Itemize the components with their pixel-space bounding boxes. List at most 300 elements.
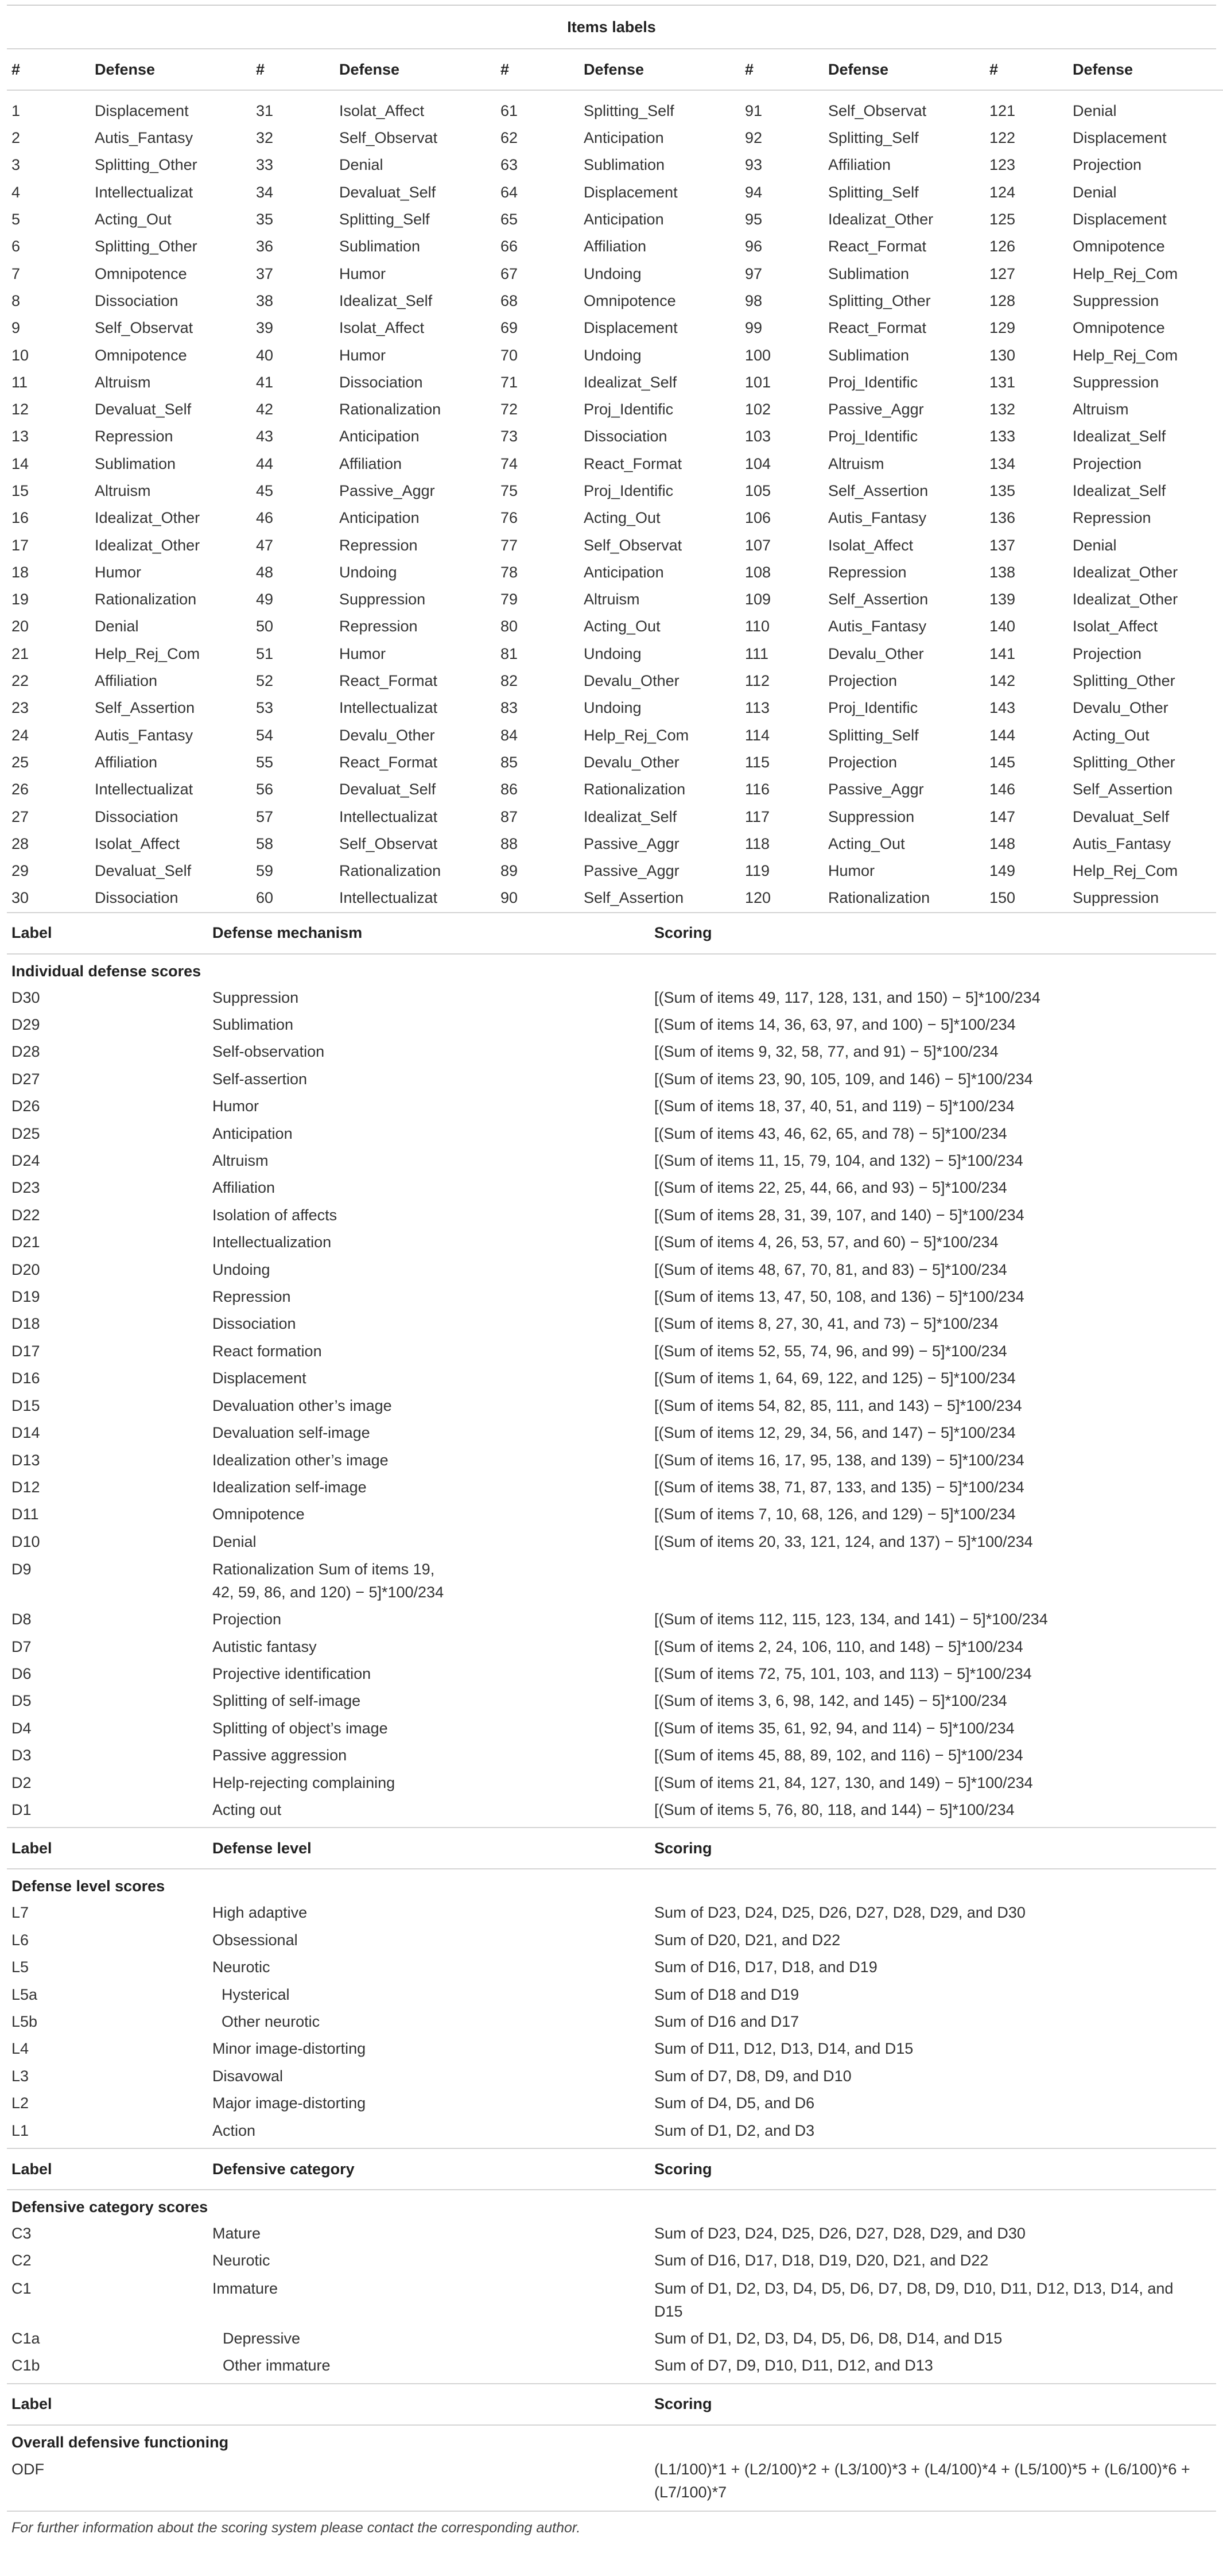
defense-column-header: Defense <box>90 49 251 90</box>
table-row <box>7 532 1223 558</box>
row-scoring: (L1/100)*1 + (L2/100)*2 + (L3/100)*3 + (L4/100)*4 + (L5/100)*5 + (L6/100)*6 + (L7/100)*7 <box>654 2460 1190 2501</box>
item-defense: Devaluat_Self <box>339 781 436 798</box>
row-label: D24 <box>11 1152 40 1170</box>
item-number: 99 <box>745 319 763 337</box>
item-number: 72 <box>500 401 518 418</box>
row-label: D9 <box>11 1561 32 1578</box>
overall-header-row <box>7 2383 1216 2426</box>
item-defense: Suppression <box>339 591 426 608</box>
item-number: 89 <box>500 862 518 880</box>
item-number: 14 <box>11 455 29 472</box>
item-defense: Suppression <box>828 808 915 825</box>
item-defense: Splitting_Other <box>95 238 197 255</box>
item-number: 9 <box>11 319 21 337</box>
defense-column-header: Defense <box>335 49 496 90</box>
item-defense: Altruism <box>95 482 151 499</box>
item-defense: Projection <box>828 672 898 690</box>
item-defense: Idealizat_Other <box>828 211 934 228</box>
row-name: Obsessional <box>212 1931 298 1949</box>
table-row <box>7 803 1223 830</box>
item-number: 111 <box>745 645 769 662</box>
item-defense: Splitting_Other <box>95 156 197 174</box>
row-name: Action <box>212 2121 256 2139</box>
item-defense: Devalu_Other <box>339 726 435 744</box>
table-row <box>7 152 1223 179</box>
item-number: 1 <box>11 102 21 119</box>
table-row <box>7 831 1223 858</box>
item-defense: Repression <box>339 536 418 554</box>
item-defense: Splitting_Self <box>828 726 919 744</box>
item-number: 88 <box>500 835 518 852</box>
row-scoring: Sum of D7, D8, D9, and D10 <box>654 2067 852 2085</box>
row-name: Anticipation <box>212 1124 293 1142</box>
item-defense: Self_Observat <box>584 536 682 554</box>
score-row <box>7 1770 1216 1797</box>
item-number: 40 <box>256 346 274 364</box>
item-defense: Self_Assertion <box>828 482 929 499</box>
score-row <box>7 1501 1216 1528</box>
row-label: L1 <box>11 2121 29 2139</box>
table-row <box>7 776 1223 803</box>
item-defense: Denial <box>95 618 139 635</box>
score-row <box>7 1474 1216 1501</box>
item-defense: Humor <box>95 563 142 581</box>
score-row <box>7 2247 1216 2274</box>
score-row <box>7 1606 1216 1633</box>
table-row <box>7 396 1223 423</box>
item-number: 139 <box>989 591 1016 608</box>
category-rows <box>7 2220 1216 2380</box>
row-scoring: [(Sum of items 2, 24, 106, 110, and 148) − 5]*100/234 <box>654 1638 1023 1655</box>
row-name: React formation <box>212 1342 322 1360</box>
row-label: D5 <box>11 1692 32 1710</box>
header-label: Label <box>11 924 52 942</box>
item-number: 43 <box>256 428 274 445</box>
item-number: 63 <box>500 156 518 174</box>
item-defense: Devalu_Other <box>828 645 924 662</box>
item-number: 83 <box>500 699 518 717</box>
item-defense: Undoing <box>339 563 397 581</box>
item-number: 142 <box>989 672 1016 690</box>
item-defense: Suppression <box>1073 292 1159 309</box>
item-number: 51 <box>256 645 274 662</box>
item-defense: Anticipation <box>584 129 664 147</box>
item-defense: Repression <box>1073 509 1151 527</box>
row-scoring: [(Sum of items 52, 55, 74, 96, and 99) − 5]*100/234 <box>654 1342 1007 1360</box>
items-labels-table <box>7 49 1223 912</box>
score-row <box>7 1147 1216 1174</box>
item-number: 100 <box>745 346 771 364</box>
item-number: 25 <box>11 753 29 771</box>
item-defense: Self_Observat <box>95 319 193 337</box>
item-defense: Displacement <box>1073 129 1167 147</box>
row-label: D10 <box>11 1533 40 1550</box>
items-body <box>7 90 1223 912</box>
score-row <box>7 2117 1216 2144</box>
item-defense: Rationalization <box>828 889 930 907</box>
item-defense: Projection <box>1073 645 1142 662</box>
item-number: 10 <box>11 346 29 364</box>
item-number: 94 <box>745 183 763 201</box>
number-column-header: # <box>740 49 824 90</box>
table-row <box>7 369 1223 396</box>
item-defense: Proj_Identific <box>828 373 918 391</box>
item-number: 48 <box>256 563 274 581</box>
item-defense: Affiliation <box>584 238 647 255</box>
item-defense: Passive_Aggr <box>584 835 680 852</box>
defense-level-scores-title: Defense level scores <box>11 1877 165 1895</box>
row-label: D23 <box>11 1179 40 1197</box>
row-label: D20 <box>11 1260 40 1278</box>
row-name: Sublimation <box>212 1016 294 1034</box>
item-defense: Autis_Fantasy <box>95 129 193 147</box>
item-defense: Sublimation <box>339 238 421 255</box>
item-number: 16 <box>11 509 29 527</box>
item-number: 114 <box>745 726 770 744</box>
item-defense: Splitting_Other <box>828 292 931 309</box>
item-number: 105 <box>745 482 771 499</box>
item-defense: Suppression <box>1073 373 1159 391</box>
item-defense: Self_Assertion <box>584 889 684 907</box>
item-number: 136 <box>989 509 1016 527</box>
item-number: 12 <box>11 401 29 418</box>
score-row <box>7 1283 1216 1310</box>
row-label: D26 <box>11 1097 40 1115</box>
row-scoring: Sum of D11, D12, D13, D14, and D15 <box>654 2040 914 2058</box>
row-name: Splitting of object’s image <box>212 1719 388 1737</box>
row-scoring: Sum of D1, D2, D3, D4, D5, D6, D7, D8, D9, D10, D11, D12, D13, D14, and D15 <box>654 2279 1174 2320</box>
item-defense: Idealizat_Other <box>1073 591 1178 608</box>
row-name: Neurotic <box>212 1958 270 1976</box>
row-label: D30 <box>11 988 40 1006</box>
item-number: 118 <box>745 835 770 852</box>
row-name: Projective identification <box>212 1665 371 1682</box>
item-defense: React_Format <box>339 753 438 771</box>
item-number: 27 <box>11 808 29 825</box>
item-number: 62 <box>500 129 518 147</box>
item-number: 45 <box>256 482 274 499</box>
row-scoring: [(Sum of items 4, 26, 53, 57, and 60) − 5]*100/234 <box>654 1233 999 1251</box>
item-number: 131 <box>989 373 1016 391</box>
row-name: Immature <box>212 2279 278 2297</box>
item-defense: Idealizat_Self <box>584 373 677 391</box>
row-label: C1 <box>11 2279 32 2297</box>
row-label: D15 <box>11 1396 40 1414</box>
score-row <box>7 1120 1216 1147</box>
item-number: 123 <box>989 156 1016 174</box>
item-number: 84 <box>500 726 518 744</box>
header-defense-level: Defense level <box>212 1839 312 1857</box>
item-number: 7 <box>11 265 21 282</box>
item-number: 19 <box>11 591 29 608</box>
item-number: 92 <box>745 129 763 147</box>
item-defense: Repression <box>95 428 173 445</box>
item-defense: Undoing <box>584 265 642 282</box>
item-defense: Humor <box>339 265 386 282</box>
item-defense: Help_Rej_Com <box>95 645 200 662</box>
item-defense: Omnipotence <box>1073 319 1165 337</box>
item-number: 61 <box>500 102 518 119</box>
row-name: Splitting of self-image <box>212 1692 361 1710</box>
row-name: Major image-distorting <box>212 2094 366 2112</box>
item-defense: Passive_Aggr <box>339 482 435 499</box>
score-row <box>7 1447 1216 1474</box>
item-number: 53 <box>256 699 274 717</box>
item-number: 31 <box>256 102 274 119</box>
row-scoring: [(Sum of items 28, 31, 39, 107, and 140) − 5]*100/234 <box>654 1206 1024 1224</box>
table-row <box>7 423 1223 450</box>
row-label: D29 <box>11 1016 40 1034</box>
item-number: 36 <box>256 238 274 255</box>
row-name: Suppression <box>212 988 299 1006</box>
item-number: 70 <box>500 346 518 364</box>
row-label: D7 <box>11 1638 32 1655</box>
item-number: 102 <box>745 401 771 418</box>
row-name: Isolation of affects <box>212 1206 337 1224</box>
item-number: 65 <box>500 211 518 228</box>
item-defense: Intellectualizat <box>339 889 438 907</box>
item-defense: Affiliation <box>95 672 158 690</box>
item-number: 52 <box>256 672 274 690</box>
item-number: 5 <box>11 211 21 228</box>
row-scoring: [(Sum of items 112, 115, 123, 134, and 141) − 5]*100/234 <box>654 1611 1048 1628</box>
table-row <box>7 233 1223 260</box>
score-row <box>7 984 1216 1011</box>
item-number: 124 <box>989 183 1016 201</box>
row-name: Humor <box>212 1097 259 1115</box>
item-defense: Intellectualizat <box>339 699 438 717</box>
row-name: Autistic fantasy <box>212 1638 317 1655</box>
row-label: C1b <box>11 2357 40 2375</box>
score-row <box>7 2275 1216 2325</box>
level-section <box>7 1827 1216 2144</box>
row-name: Disavowal <box>212 2067 284 2085</box>
item-number: 141 <box>989 645 1016 662</box>
row-name: Dissociation <box>212 1315 296 1333</box>
item-number: 97 <box>745 265 763 282</box>
item-number: 127 <box>989 265 1016 282</box>
overall-defensive-functioning-title: Overall defensive functioning <box>11 2433 229 2451</box>
item-defense: Splitting_Self <box>828 183 919 201</box>
item-defense: Self_Observat <box>339 129 438 147</box>
item-defense: Displacement <box>1073 211 1167 228</box>
item-defense: Self_Observat <box>828 102 927 119</box>
table-row <box>7 613 1223 640</box>
row-label: D4 <box>11 1719 32 1737</box>
item-number: 21 <box>11 645 29 662</box>
item-number: 138 <box>989 563 1016 581</box>
item-defense: Acting_Out <box>1073 726 1150 744</box>
items-labels-title: Items labels <box>567 18 656 36</box>
item-number: 18 <box>11 563 29 581</box>
item-number: 11 <box>11 373 28 391</box>
item-defense: Omnipotence <box>584 292 676 309</box>
item-number: 2 <box>11 129 21 147</box>
row-name: Mature <box>212 2225 261 2243</box>
row-name: Other immature <box>223 2357 331 2375</box>
table-row <box>7 722 1223 749</box>
item-number: 140 <box>989 618 1016 635</box>
score-row <box>7 1229 1216 1256</box>
item-defense: Undoing <box>584 699 642 717</box>
item-number: 73 <box>500 428 518 445</box>
score-row <box>7 1661 1216 1687</box>
item-defense: Passive_Aggr <box>828 781 924 798</box>
item-defense: Idealizat_Other <box>95 509 200 527</box>
item-number: 4 <box>11 183 21 201</box>
row-label: D21 <box>11 1233 40 1251</box>
row-name: Repression <box>212 1288 291 1306</box>
row-name: Other neurotic <box>222 2013 320 2031</box>
table-row <box>7 668 1223 695</box>
row-name: Passive aggression <box>212 1747 347 1764</box>
row-scoring: [(Sum of items 16, 17, 95, 138, and 139) − 5]*100/234 <box>654 1451 1024 1469</box>
item-defense: Humor <box>339 645 386 662</box>
table-row <box>7 90 1223 125</box>
item-number: 125 <box>989 211 1016 228</box>
item-number: 120 <box>745 889 771 907</box>
item-number: 22 <box>11 672 29 690</box>
item-number: 55 <box>256 753 274 771</box>
score-row <box>7 2220 1216 2247</box>
item-defense: Isolat_Affect <box>339 102 425 119</box>
row-scoring: [(Sum of items 43, 46, 62, 65, and 78) − 5]*100/234 <box>654 1124 1007 1142</box>
item-number: 103 <box>745 428 771 445</box>
individual-defense-scores-title: Individual defense scores <box>11 962 201 980</box>
defense-rows <box>7 984 1216 1824</box>
item-defense: Sublimation <box>584 156 665 174</box>
row-name: Idealization other’s image <box>212 1451 389 1469</box>
row-label: D2 <box>11 1774 32 1791</box>
item-defense: Projection <box>1073 455 1142 472</box>
row-scoring: [(Sum of items 1, 64, 69, 122, and 125) − 5]*100/234 <box>654 1370 1016 1387</box>
item-defense: Rationalization <box>339 862 441 880</box>
item-defense: Rationalization <box>95 591 197 608</box>
item-number: 8 <box>11 292 21 309</box>
item-number: 3 <box>11 156 21 174</box>
row-scoring: Sum of D23, D24, D25, D26, D27, D28, D29, and D30 <box>654 2225 1026 2243</box>
table-row <box>7 478 1223 505</box>
item-defense: Splitting_Self <box>339 211 430 228</box>
level-header-row <box>7 1827 1216 1869</box>
item-defense: Splitting_Self <box>584 102 674 119</box>
item-defense: Devalu_Other <box>1073 699 1168 717</box>
row-label: C1a <box>11 2329 40 2347</box>
footnote: For further information about the scoring system please contact the corresponding author. <box>11 2519 581 2536</box>
item-number: 39 <box>256 319 274 337</box>
item-defense: Devalu_Other <box>584 753 680 771</box>
row-label: D25 <box>11 1124 40 1142</box>
item-number: 46 <box>256 509 274 527</box>
score-row <box>7 1634 1216 1661</box>
item-number: 66 <box>500 238 518 255</box>
row-name: Depressive <box>223 2329 301 2347</box>
row-name: Help-rejecting complaining <box>212 1774 395 1791</box>
item-defense: Altruism <box>828 455 884 472</box>
row-scoring: Sum of D7, D9, D10, D11, D12, and D13 <box>654 2357 933 2375</box>
item-number: 57 <box>256 808 274 825</box>
score-row <box>7 1093 1216 1120</box>
row-label: D3 <box>11 1747 32 1764</box>
row-scoring: Sum of D1, D2, D3, D4, D5, D6, D8, D14, and D15 <box>654 2329 1003 2347</box>
item-number: 32 <box>256 129 274 147</box>
item-defense: Self_Assertion <box>1073 781 1173 798</box>
category-section <box>7 2148 1216 2380</box>
item-defense: Isolat_Affect <box>828 536 914 554</box>
item-defense: Idealizat_Other <box>1073 563 1178 581</box>
item-number: 35 <box>256 211 274 228</box>
row-label: D8 <box>11 1611 32 1628</box>
row-label: L5a <box>11 1985 38 2003</box>
table-row <box>7 586 1223 613</box>
item-defense: Isolat_Affect <box>1073 618 1158 635</box>
item-number: 135 <box>989 482 1016 499</box>
table-row <box>7 505 1223 532</box>
item-defense: Self_Assertion <box>828 591 929 608</box>
item-defense: React_Format <box>339 672 438 690</box>
row-label: D19 <box>11 1288 40 1306</box>
row-label: L6 <box>11 1931 29 1949</box>
table-row <box>7 342 1223 368</box>
score-row <box>7 1174 1216 1201</box>
row-name: Devaluation other’s image <box>212 1396 392 1414</box>
row-label: D17 <box>11 1342 40 1360</box>
row-label: D1 <box>11 1801 32 1818</box>
item-defense: Altruism <box>1073 401 1129 418</box>
row-scoring: [(Sum of items 23, 90, 105, 109, and 146) − 5]*100/234 <box>654 1070 1033 1088</box>
item-number: 68 <box>500 292 518 309</box>
item-number: 106 <box>745 509 771 527</box>
item-number: 24 <box>11 726 29 744</box>
item-defense: Omnipotence <box>95 265 187 282</box>
row-label: D27 <box>11 1070 40 1088</box>
score-row <box>7 1202 1216 1229</box>
score-row <box>7 2063 1216 2090</box>
score-row <box>7 1981 1216 2008</box>
item-defense: Help_Rej_Com <box>1073 346 1178 364</box>
row-name: Displacement <box>212 1370 306 1387</box>
item-defense: Altruism <box>584 591 640 608</box>
row-name: Rationalization Sum of items 19, 42, 59, 86, and 120) − 5]*100/234 <box>212 1561 444 1601</box>
item-defense: Autis_Fantasy <box>828 509 927 527</box>
header-scoring: Scoring <box>654 2160 712 2178</box>
item-number: 64 <box>500 183 518 201</box>
item-number: 26 <box>11 781 29 798</box>
score-row <box>7 1256 1216 1283</box>
item-number: 128 <box>989 292 1016 309</box>
defense-section <box>7 912 1216 1824</box>
item-defense: Acting_Out <box>584 618 661 635</box>
item-number: 69 <box>500 319 518 337</box>
item-number: 104 <box>745 455 771 472</box>
item-number: 50 <box>256 618 274 635</box>
item-number: 76 <box>500 509 518 527</box>
row-scoring: [(Sum of items 49, 117, 128, 131, and 150) − 5]*100/234 <box>654 988 1040 1006</box>
item-defense: Devalu_Other <box>584 672 680 690</box>
header-label: Label <box>11 1839 52 1857</box>
score-row <box>7 1687 1216 1714</box>
row-name: Hysterical <box>222 1985 290 2003</box>
score-row <box>7 1310 1216 1337</box>
row-name: Omnipotence <box>212 1506 305 1523</box>
item-number: 23 <box>11 699 29 717</box>
header-label: Label <box>11 2160 52 2178</box>
header-defense-mechanism: Defense mechanism <box>212 924 363 942</box>
row-scoring <box>654 1558 1216 1604</box>
item-number: 56 <box>256 781 274 798</box>
item-defense: Rationalization <box>584 781 686 798</box>
item-defense: Proj_Identific <box>828 699 918 717</box>
